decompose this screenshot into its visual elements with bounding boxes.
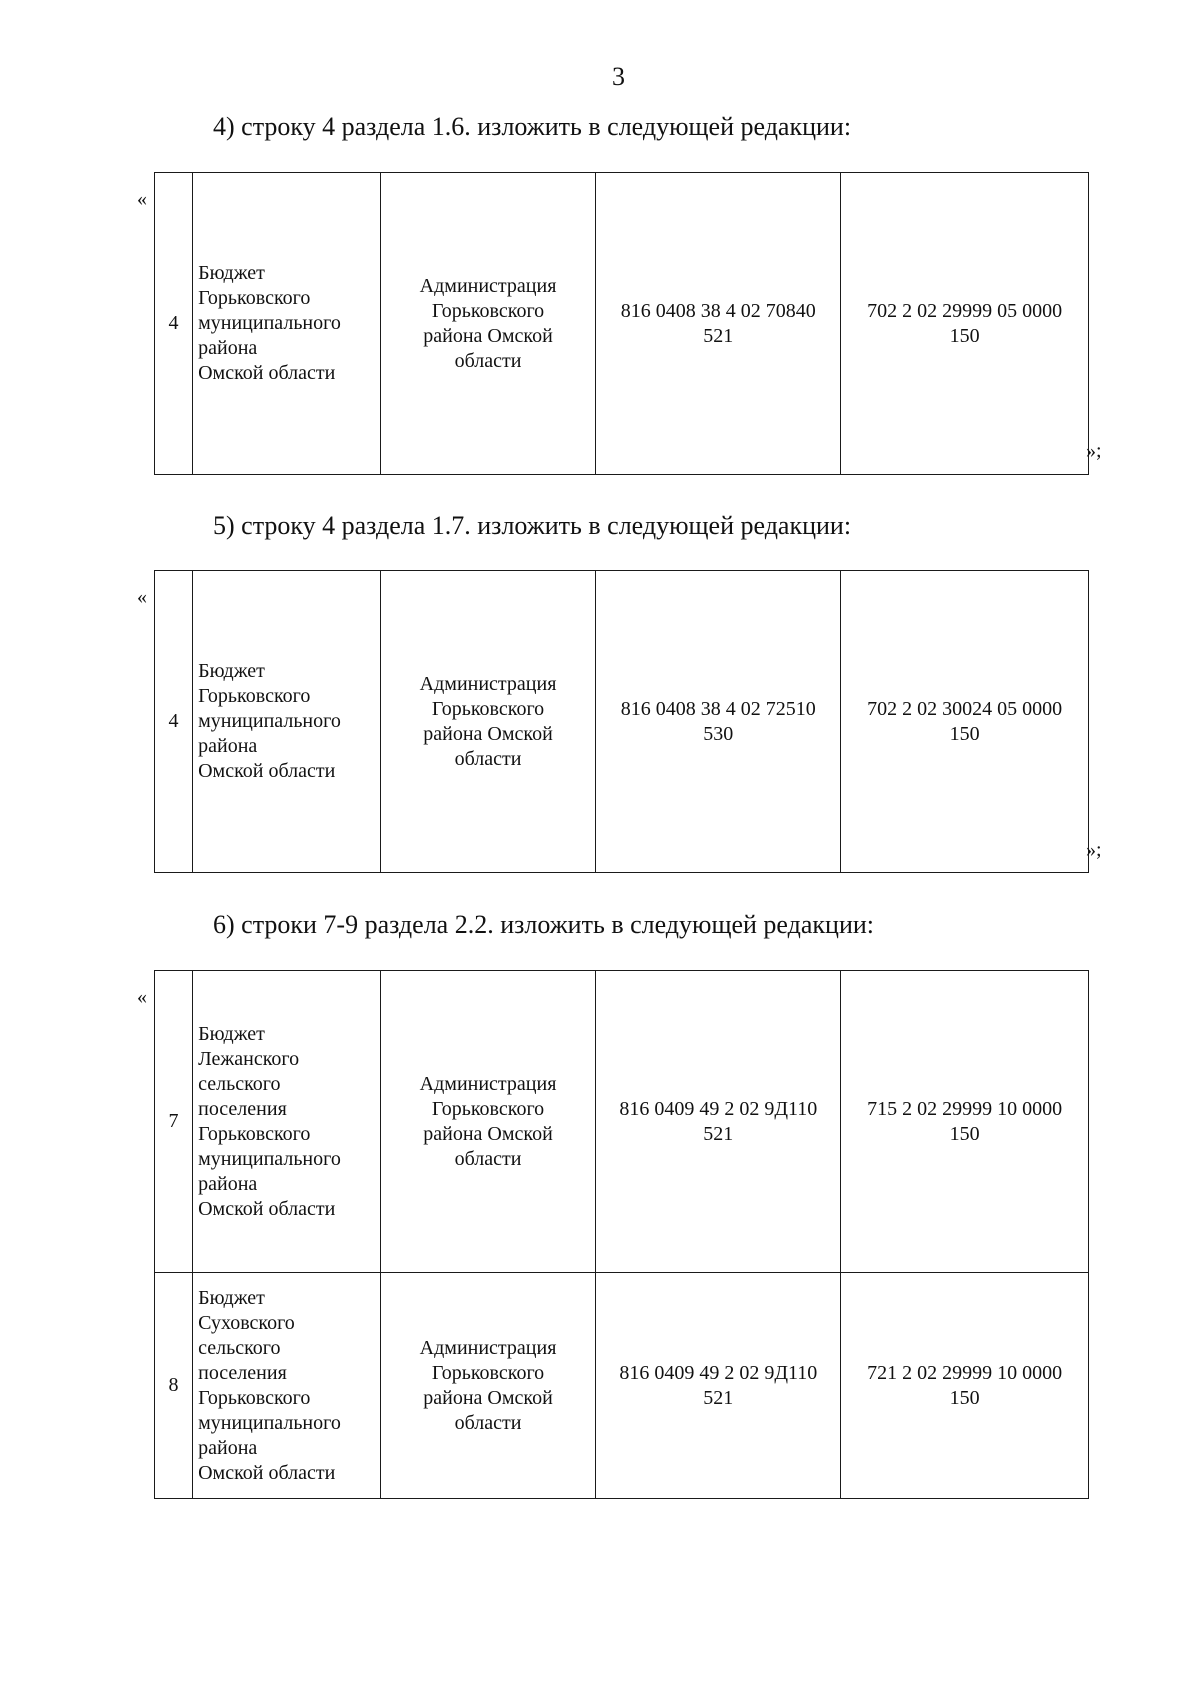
table-row [155, 1273, 1089, 1499]
section-heading: 6) строки 7-9 раздела 2.2. изложить в следующей редакции: [213, 910, 874, 939]
expense-code: 816 0409 49 2 02 9Д110 521 [596, 971, 841, 1273]
open-quote: « [137, 986, 147, 1008]
expense-code: 816 0408 38 4 02 72510 530 [596, 571, 841, 873]
page-number: 3 [612, 62, 625, 91]
administrator-name: Администрация Горьковского района Омской области [380, 1273, 596, 1499]
row-number: 4 [155, 173, 193, 475]
open-quote: « [137, 188, 147, 210]
open-quote: « [137, 586, 147, 608]
budget-name: Бюджет Суховского сельского поселения Горьковского муниципального района Омской области [193, 1273, 381, 1499]
expense-code: 816 0409 49 2 02 9Д110 521 [596, 1273, 841, 1499]
close-quote: »; [1086, 440, 1102, 462]
revenue-code: 702 2 02 29999 05 0000 150 [841, 173, 1089, 475]
amendment-table [154, 570, 1089, 873]
budget-name: Бюджет Горьковского муниципального района Омской области [193, 173, 381, 475]
amendment-table [154, 172, 1089, 475]
close-quote: »; [1086, 839, 1102, 861]
table-row [155, 571, 1089, 873]
administrator-name: Администрация Горьковского района Омской области [380, 173, 596, 475]
revenue-code: 721 2 02 29999 10 0000 150 [841, 1273, 1089, 1499]
row-number: 8 [155, 1273, 193, 1499]
row-number: 4 [155, 571, 193, 873]
section-heading: 4) строку 4 раздела 1.6. изложить в следующей редакции: [213, 112, 852, 141]
administrator-name: Администрация Горьковского района Омской области [380, 571, 596, 873]
section-heading: 5) строку 4 раздела 1.7. изложить в следующей редакции: [213, 511, 852, 540]
budget-name: Бюджет Лежанского сельского поселения Горьковского муниципального района Омской области [193, 971, 381, 1273]
revenue-code: 715 2 02 29999 10 0000 150 [841, 971, 1089, 1273]
table-row [155, 971, 1089, 1273]
administrator-name: Администрация Горьковского района Омской области [380, 971, 596, 1273]
expense-code: 816 0408 38 4 02 70840 521 [596, 173, 841, 475]
revenue-code: 702 2 02 30024 05 0000 150 [841, 571, 1089, 873]
table-row [155, 173, 1089, 475]
budget-name: Бюджет Горьковского муниципального района Омской области [193, 571, 381, 873]
amendment-table [154, 970, 1089, 1499]
row-number: 7 [155, 971, 193, 1273]
